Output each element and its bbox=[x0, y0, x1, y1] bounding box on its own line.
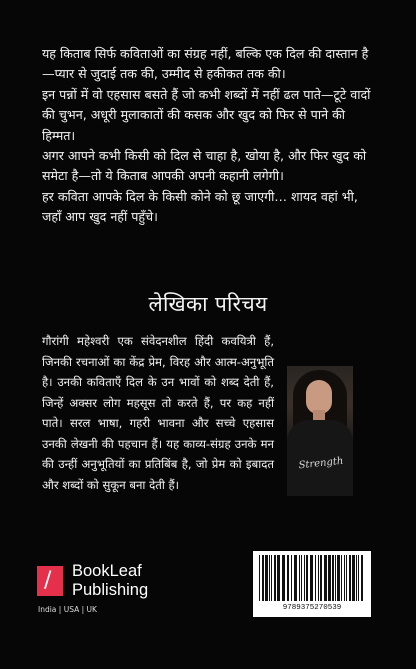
publisher-name-line1: BookLeaf bbox=[72, 562, 142, 580]
barcode-bar bbox=[265, 555, 268, 601]
author-section-title: लेखिका परिचय bbox=[148, 292, 268, 316]
barcode-bar bbox=[294, 555, 297, 601]
isbn-barcode bbox=[253, 551, 371, 617]
barcode-bar bbox=[318, 555, 319, 601]
barcode-bar bbox=[291, 555, 292, 601]
barcode-bar bbox=[259, 555, 260, 601]
isbn-number: 9789375270539 bbox=[282, 604, 342, 612]
blurb-paragraph: अगर आपने कभी किसी को दिल से चाहा है, खोया है, और फिर खुद को समेटा है—तो ये किताब आपकी अपनी कहानी लगेगी। bbox=[42, 148, 367, 184]
barcode-bar bbox=[306, 555, 308, 601]
photo-shirt-text: Strength bbox=[298, 455, 344, 472]
barcode-bar bbox=[274, 555, 276, 601]
publisher-regions: India | USA | UK bbox=[38, 605, 97, 614]
barcode-bar bbox=[349, 555, 351, 601]
blurb-paragraph: हर कविता आपके दिल के किसी कोने को छू जाएगी… शायद वहां भी, जहाँ आप खुद नहीं पहुँचे। bbox=[42, 188, 358, 225]
publisher-logo-mark: / bbox=[44, 568, 52, 593]
barcode-bar bbox=[310, 555, 313, 601]
barcode-bar bbox=[332, 555, 334, 601]
publisher-logo-icon bbox=[37, 566, 63, 596]
barcode-bar bbox=[287, 555, 289, 601]
back-cover-blurb bbox=[42, 44, 378, 228]
publisher-name bbox=[72, 562, 148, 600]
barcode-bar bbox=[304, 555, 305, 601]
barcode-bar bbox=[315, 555, 316, 601]
barcode-bar bbox=[337, 555, 340, 601]
barcode-bar bbox=[282, 555, 285, 601]
barcode-bar bbox=[356, 555, 357, 601]
blurb-paragraph: इन पन्नों में वो एहसास बसते हैं जो कभी शब्दों में नहीं ढल पाते—टूटे वादों की चुभन, अधूरी मुलाकातों की कसक और खुद को फिर से पाने की हिम्मत। bbox=[42, 86, 371, 143]
barcode-bar bbox=[352, 555, 355, 601]
barcode-bar bbox=[262, 555, 264, 601]
barcode-bar bbox=[301, 555, 302, 601]
author-photo bbox=[287, 366, 353, 496]
blurb-paragraph: यह किताब सिर्फ कविताओं का संग्रह नहीं, बल्कि एक दिल की दास्तान है—प्यार से जुदाई तक की, उम्मीद से हकीकत तक की। bbox=[42, 46, 369, 82]
barcode-bar bbox=[271, 555, 272, 601]
barcode-bar bbox=[344, 555, 345, 601]
photo-face bbox=[306, 380, 332, 414]
barcode-bar bbox=[277, 555, 280, 601]
publisher-name-line2: Publishing bbox=[72, 581, 149, 599]
barcode-bar bbox=[320, 555, 322, 601]
barcode-bar bbox=[341, 555, 342, 601]
author-bio bbox=[42, 331, 274, 495]
barcode-bar bbox=[324, 555, 327, 601]
barcode-bar bbox=[269, 555, 270, 601]
barcode-bar bbox=[335, 555, 336, 601]
barcode-bars bbox=[257, 555, 367, 603]
author-bio-text: गौरांगी महेश्वरी एक संवेदनशील हिंदी कवयित्री हैं, जिनकी रचनाओं का केंद्र प्रेम, विरह और आत्म-अनुभूति है। उनकी कविताएँ दिल के उन भावों को शब्द देती हैं, जिन्हें अक्सर लोग महसूस तो करते हैं, पर कह नहीं पाते। सरल भाषा, गहरी भावना और सच्चे एहसास उनकी लेखनी की पहचान हैं। यह काव्य-संग्रह उनके मन की उन्हीं अनुभूतियों का प्रतिबिंब है, जो प्रेम को इबादत और शब्दों को सुकून बना देती हैं। bbox=[42, 334, 274, 492]
barcode-bar bbox=[358, 555, 359, 601]
barcode-bar bbox=[361, 555, 363, 601]
barcode-bar bbox=[328, 555, 331, 601]
barcode-bar bbox=[346, 555, 347, 601]
barcode-bar bbox=[299, 555, 300, 601]
